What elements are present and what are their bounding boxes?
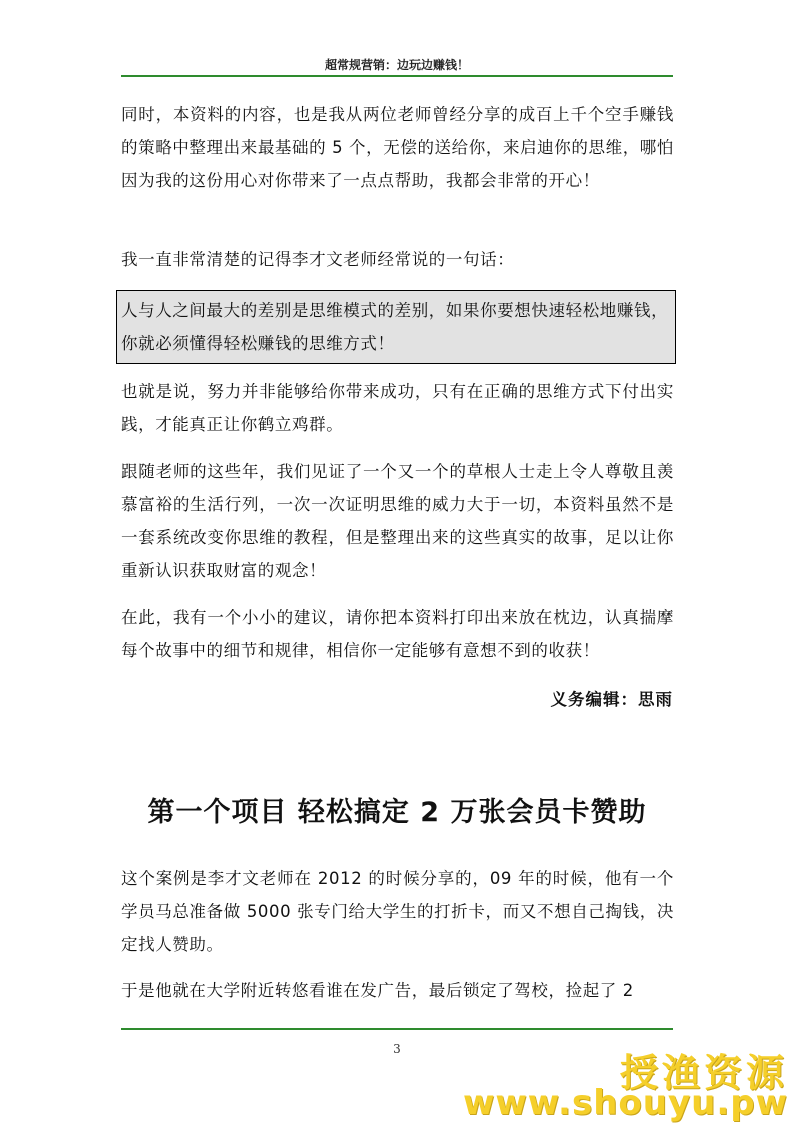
page-number: 3 xyxy=(393,1042,401,1056)
quote-intro-paragraph: 我一直非常清楚的记得李才文老师经常说的一句话： xyxy=(121,250,515,269)
footer-rule xyxy=(121,1028,673,1030)
suggestion-paragraph: 在此，我有一个小小的建议，请你把本资料打印出来放在枕边，认真揣摩每个故事中的细节和规律，相信你一定能够有意想不到的收获！ xyxy=(121,608,674,660)
effort-paragraph: 也就是说，努力并非能够给你带来成功，只有在正确的思维方式下付出实践，才能真正让你鹤立鸡群。 xyxy=(121,382,674,434)
editor-signature: 义务编辑：思雨 xyxy=(550,690,673,709)
intro-paragraph: 同时，本资料的内容，也是我从两位老师曾经分享的成百上千个空手赚钱的策略中整理出来最基础的 5 个，无偿的送给你，来启迪你的思维，哪怕因为我的这份用心对你带来了一点点帮助，我都会非常的开心！ xyxy=(121,105,674,190)
section-heading: 第一个项目 轻松搞定 2 万张会员卡赞助 xyxy=(147,797,647,828)
case-continuation-paragraph: 于是他就在大学附近转悠看谁在发广告，最后锁定了驾校，捡起了 2 xyxy=(121,981,634,1000)
witness-paragraph: 跟随老师的这些年，我们见证了一个又一个的草根人士走上令人尊敬且羡慕富裕的生活行列，一次一次证明思维的威力大于一切，本资料虽然不是一套系统改变你思维的教程，但是整理出来的这些真实的故事，足以让你重新认识获取财富的观念！ xyxy=(121,462,674,580)
running-header: 超常规营销：边玩边赚钱！ xyxy=(324,58,469,72)
case-paragraph: 这个案例是李才文老师在 2012 的时候分享的，09 年的时候，他有一个学员马总准备做 5000 张专门给大学生的打折卡，而又不想自己掏钱，决定找人赞助。 xyxy=(121,869,674,954)
watermark-name: 授渔资源 xyxy=(619,1051,788,1095)
watermark-url: www.shouyu.pw xyxy=(462,1083,788,1123)
header-rule xyxy=(121,75,673,77)
highlighted-quote: 人与人之间最大的差别是思维模式的差别，如果你要想快速轻松地赚钱，你就必须懂得轻松赚钱的思维方式！ xyxy=(116,290,676,364)
